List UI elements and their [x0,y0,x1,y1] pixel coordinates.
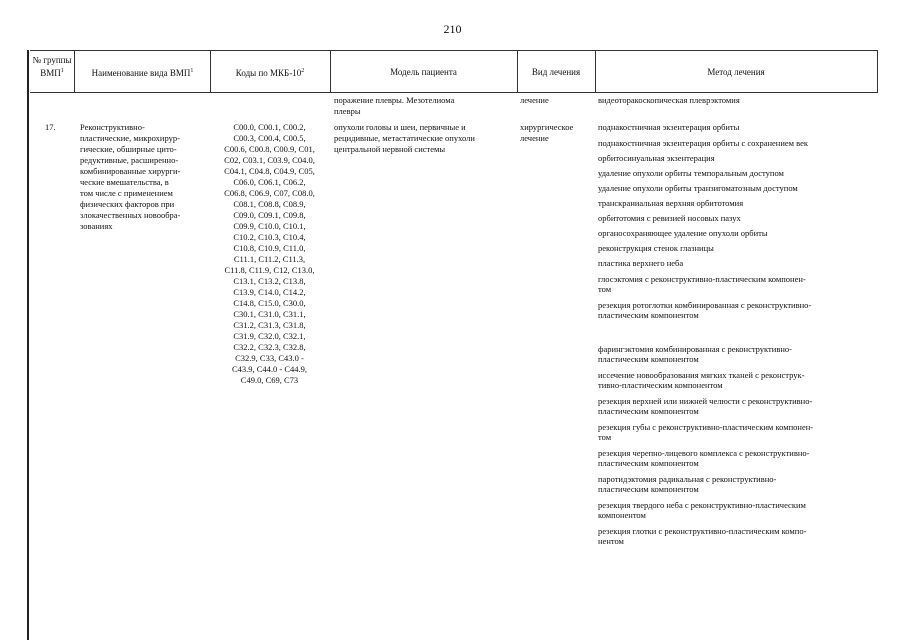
treatment-method-item: органосохраняющее удаление опухоли орбиты [598,228,768,238]
treatment-method-item: удаление опухоли орбиты темпоральным доступом [598,168,784,178]
row-patient-model: опухоли головы и шеи, первичные и рецидивные, метастатические опухоли центральной нервной системы [334,122,475,154]
treatment-method-item: иссечение новообразования мягких тканей с реконструк- тивно-пластическим компонентом [598,370,805,390]
treatment-method-item: паротидэктомия радикальная с реконструктивно- пластическим компонентом [598,474,777,494]
treatment-method-item: орбитосинуальная экзентерация [598,153,715,163]
treatment-method-item: поднакостничная экзентерация орбиты с сохранением век [598,138,809,148]
treatment-method-item: резекция верхней или нижней челюсти с реконструктивно- пластическим компонентом [598,396,813,416]
treatment-method-item: резекция твердого неба с реконструктивно-пластическим компонентом [598,500,806,520]
left-margin-rule [27,50,29,640]
treatment-method-item: удаление опухоли орбиты транзигоматозным доступом [598,183,798,193]
page-number: 210 [443,22,462,36]
treatment-method-item: пластика верхнего неба [598,258,684,268]
row-icd-codes: C00.0, C00.1, C00.2, C00.3, C00.4, C00.5, C00.6, C00.8, C00.9, C01, C02, C03.1, C03.9, C04.0, C04.1, C04.8, C04.9, C05, C06.0, C06.1, C06.2, C06.8, C06.9, C07, C08.0, C08.1, C08.8, C08.9, C09.0, C09.1, C09.8, C09.9, C10.0, C10.1, C10.2, C10.3, C10.4, C10.8, C10.9, C11.0, C11.1, C11.2, C11.3, C11.8, C11.9, C12, C13.0, C13.1, C13.2, C13.8, C13.9, C14.0, C14.2, C14.8, C15.0, C30.0, C30.1, C31.0, C31.1, C31.2, C31.3, C31.8, C31.9, C32.0, C32.1, C32.2, C32.3, C32.8, C32.9, C33, C43.0 - C43.9, C44.0 - C44.9, C49.0, C69, C73 [224,122,315,385]
treatment-method-list [598,122,873,546]
row-group-number: 17. [45,122,56,132]
treatment-method-item: резекция губы с реконструктивно-пластическим компонен- том [598,422,814,442]
treatment-method-item: резекция черепно-лицевого комплекса с реконструктивно- пластическим компонентом [598,448,810,468]
treatment-method-item: поднакостничная экзентерация орбиты [598,122,740,132]
continuation-patient-model: поражение плевры. Мезотелиома плевры [334,95,455,116]
header-patient-model: Модель пациента [390,67,457,77]
treatment-method-item: орбитотомия с ревизией носовых пазух [598,213,741,223]
treatment-method-item: резекция ротоглотки комбинированная с реконструктивно- пластическим компонентом [598,300,812,320]
header-vmp-name: Наименование вида ВМП$^1$ [91,68,194,78]
treatment-method-item: глосэктомия с реконструктивно-пластическим компонен- том [598,274,806,294]
header-treatment-method: Метод лечения [707,67,765,77]
col-divider [74,50,75,92]
treatment-method-item: фарингэктомия комбинированная с реконструктивно- пластическим компонентом [598,344,792,364]
header-group-number: № группы ВМП$^1$ [32,55,72,78]
table-header-bottom-border [30,92,878,93]
col-divider [877,50,878,92]
row-treatment-type: хирургическое лечение [520,122,574,143]
treatment-method-item: резекция глотки с реконструктивно-пластическим компо- нентом [598,526,807,546]
row-vmp-name: Реконструктивно- пластические, микрохирур- гические, обширные цито- редуктивные, расширенно- комбинированные хирурги- ческие вмешательства, в том числе с применением физических факторов при злокачественных новообра- зованиях [80,122,181,231]
header-icd-codes: Коды по МКБ-$10^2$ [235,68,305,78]
treatment-method-item: реконструкция стенок глазницы [598,243,714,253]
continuation-method: видеоторакоскопическая плеврэктомия [598,95,740,105]
header-treatment-type: Вид лечения [531,67,581,77]
table-top-border [30,50,878,51]
treatment-method-item: транскраниальная верхняя орбитотомия [598,198,744,208]
continuation-treatment-type: лечение [520,95,549,105]
